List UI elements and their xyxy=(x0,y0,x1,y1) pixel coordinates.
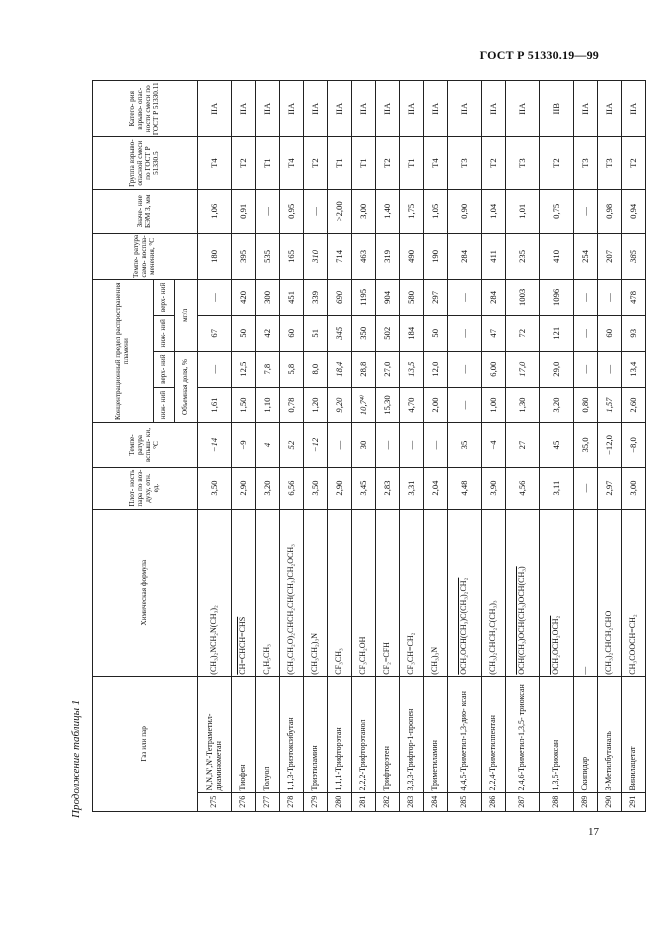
vapour-density: 2,04 xyxy=(424,467,448,509)
chemical-formula: CH₃COOCH=CH₂ xyxy=(622,509,646,676)
gas-name: 3,3,3-Трифтор-1-пропен xyxy=(400,676,424,792)
vapour-density: 3,50 xyxy=(304,467,328,509)
explosion-category: IIA xyxy=(400,81,424,137)
volume-upper-limit: 27,0 xyxy=(376,351,400,387)
gas-name: Винилацетат xyxy=(622,676,646,792)
table-row xyxy=(622,81,646,812)
temperature-group: T4 xyxy=(280,137,304,189)
flash-point: 35,0 xyxy=(574,423,598,467)
autoignition-temperature: 714 xyxy=(328,233,352,279)
mass-upper-limit: — xyxy=(198,279,232,315)
row-index: 279 xyxy=(304,792,328,811)
mesg-value: — xyxy=(574,189,598,233)
explosion-category: IIA xyxy=(280,81,304,137)
explosion-category: IIA xyxy=(352,81,376,137)
vapour-density: 2,90 xyxy=(232,467,256,509)
row-index: 282 xyxy=(376,792,400,811)
gas-name: 1,1,3-Триэтоксибутан xyxy=(280,676,304,792)
mass-lower-limit: 60 xyxy=(280,315,304,351)
col-header-mass-lower: ниж- ний xyxy=(154,315,175,351)
chemical-formula: OCH₂OCH(CH₃)C(CH₃)₂CH₂ xyxy=(448,509,482,676)
flash-point: 27 xyxy=(506,423,540,467)
autoignition-temperature: 395 xyxy=(232,233,256,279)
gas-name: 2,2,2-Трифторэтанол xyxy=(352,676,376,792)
row-index: 277 xyxy=(256,792,280,811)
volume-upper-limit: — xyxy=(574,351,598,387)
mass-upper-limit: 339 xyxy=(304,279,328,315)
mass-upper-limit: 478 xyxy=(622,279,646,315)
mass-upper-limit: 451 xyxy=(280,279,304,315)
mass-upper-limit: — xyxy=(574,279,598,315)
table-row xyxy=(574,81,598,812)
chemical-formula: (CH₃CH₂O)₂CHCH₂CH(CH₃)CH₂OCH₃ xyxy=(280,509,304,676)
flash-point: −14 xyxy=(198,423,232,467)
mesg-value: — xyxy=(304,189,328,233)
volume-upper-limit: 6,00 xyxy=(482,351,506,387)
mass-lower-limit: 50 xyxy=(424,315,448,351)
gas-properties-table xyxy=(92,80,646,812)
temperature-group: T4 xyxy=(198,137,232,189)
volume-lower-limit: 1,57 xyxy=(598,387,622,423)
volume-upper-limit: 8,0 xyxy=(304,351,328,387)
volume-lower-limit: 2,00 xyxy=(424,387,448,423)
vapour-density: 3,11 xyxy=(540,467,574,509)
flash-point: −4 xyxy=(482,423,506,467)
temperature-group: T2 xyxy=(304,137,328,189)
mesg-value: 1,04 xyxy=(482,189,506,233)
temperature-group: T4 xyxy=(424,137,448,189)
explosion-category: IIA xyxy=(482,81,506,137)
explosion-category: IIA xyxy=(198,81,232,137)
temperature-group: T2 xyxy=(540,137,574,189)
temperature-group: T3 xyxy=(598,137,622,189)
gas-name: 3-Метилбутаналь xyxy=(598,676,622,792)
mass-upper-limit: 300 xyxy=(256,279,280,315)
vapour-density: 6,56 xyxy=(280,467,304,509)
volume-upper-limit: 13,5 xyxy=(400,351,424,387)
vapour-density: 4,48 xyxy=(448,467,482,509)
volume-lower-limit: 1,10 xyxy=(256,387,280,423)
col-header-volume-unit: Объемная доля, % xyxy=(175,351,198,423)
table-row xyxy=(280,81,304,812)
table-row xyxy=(376,81,400,812)
row-index: 281 xyxy=(352,792,376,811)
explosion-category: IIA xyxy=(376,81,400,137)
chemical-formula: CF₃CH=CH₂ xyxy=(400,509,424,676)
temperature-group: T1 xyxy=(328,137,352,189)
vapour-density: 2,83 xyxy=(376,467,400,509)
row-index: 288 xyxy=(540,792,574,811)
mass-lower-limit: — xyxy=(574,315,598,351)
explosion-category: IIA xyxy=(598,81,622,137)
vapour-density: 3,20 xyxy=(256,467,280,509)
mass-lower-limit: 345 xyxy=(328,315,352,351)
page-number: 17 xyxy=(588,826,599,838)
mesg-value: 0,98 xyxy=(598,189,622,233)
autoignition-temperature: 165 xyxy=(280,233,304,279)
document-standard-header: ГОСТ Р 51330.19—99 xyxy=(479,48,599,62)
temperature-group: T2 xyxy=(376,137,400,189)
table-row xyxy=(328,81,352,812)
col-header-mass-unit: мг/л xyxy=(175,279,198,351)
volume-upper-limit: — xyxy=(598,351,622,387)
gas-name: 2,2,4-Триметилпентан xyxy=(482,676,506,792)
flash-point: −12,0 xyxy=(598,423,622,467)
explosion-category: IIA xyxy=(448,81,482,137)
temperature-group: T1 xyxy=(352,137,376,189)
flash-point: — xyxy=(400,423,424,467)
row-index: 290 xyxy=(598,792,622,811)
mass-lower-limit: 350 xyxy=(352,315,376,351)
mass-upper-limit: 1195 xyxy=(352,279,376,315)
mesg-value: — xyxy=(256,189,280,233)
mesg-value: 1,06 xyxy=(198,189,232,233)
volume-lower-limit: 15,30 xyxy=(376,387,400,423)
mesg-value: 0,94 xyxy=(622,189,646,233)
explosion-category: IIA xyxy=(232,81,256,137)
mesg-value: 0,90 xyxy=(448,189,482,233)
mass-upper-limit: — xyxy=(598,279,622,315)
autoignition-temperature: 207 xyxy=(598,233,622,279)
explosion-category: IIA xyxy=(424,81,448,137)
mass-upper-limit: 580 xyxy=(400,279,424,315)
mass-upper-limit: 420 xyxy=(232,279,256,315)
autoignition-temperature: 284 xyxy=(448,233,482,279)
autoignition-temperature: 535 xyxy=(256,233,280,279)
col-header-category: Катего- рия взрыво- опас- ности смеси по ГОСТ Р 51330.11 xyxy=(93,81,198,137)
volume-upper-limit: 13,4 xyxy=(622,351,646,387)
col-header-vol-upper: верх- ний xyxy=(154,351,175,387)
table-row xyxy=(448,81,482,812)
explosion-category: IIA xyxy=(304,81,328,137)
flash-point: 30 xyxy=(352,423,376,467)
mass-lower-limit: 42 xyxy=(256,315,280,351)
volume-upper-limit: 12,0 xyxy=(424,351,448,387)
explosion-category: IIA xyxy=(256,81,280,137)
flash-point: — xyxy=(376,423,400,467)
explosion-category: IIB xyxy=(540,81,574,137)
mesg-value: 0,75 xyxy=(540,189,574,233)
mass-upper-limit: 1096 xyxy=(540,279,574,315)
mass-lower-limit: 67 xyxy=(198,315,232,351)
mass-upper-limit: — xyxy=(448,279,482,315)
flash-point: 52 xyxy=(280,423,304,467)
mass-lower-limit: 93 xyxy=(622,315,646,351)
chemical-formula: (CH₃)₃N xyxy=(424,509,448,676)
mass-lower-limit: 60 xyxy=(598,315,622,351)
gas-name: Триметиламин xyxy=(424,676,448,792)
gas-name: Скипидар xyxy=(574,676,598,792)
col-header-limits: Концентрационный предел распространения пламени xyxy=(93,279,154,423)
volume-lower-limit: 4,70 xyxy=(400,387,424,423)
mass-upper-limit: 690 xyxy=(328,279,352,315)
table-row xyxy=(482,81,506,812)
col-header-autoignition: Темпе- ратура само- воспла- менения, °С xyxy=(93,233,198,279)
mass-lower-limit: 72 xyxy=(506,315,540,351)
gas-name: 1,1,1-Трифторэтан xyxy=(328,676,352,792)
mass-upper-limit: 904 xyxy=(376,279,400,315)
gas-name: Тиофен xyxy=(232,676,256,792)
mass-lower-limit: 502 xyxy=(376,315,400,351)
volume-lower-limit: 9,20 xyxy=(328,387,352,423)
volume-lower-limit: 0,80 xyxy=(574,387,598,423)
vapour-density: 4,56 xyxy=(506,467,540,509)
vapour-density: 3,00 xyxy=(622,467,646,509)
chemical-formula: (CH₃)₂CHCH₂CHO xyxy=(598,509,622,676)
row-index: 276 xyxy=(232,792,256,811)
volume-upper-limit: 17,0 xyxy=(506,351,540,387)
volume-lower-limit: — xyxy=(448,387,482,423)
mass-upper-limit: 1003 xyxy=(506,279,540,315)
flash-point: — xyxy=(328,423,352,467)
col-header-temperature-group: Группа взрыво- опасной смеси по ГОСТ Р 51330.5 xyxy=(93,137,198,189)
chemical-formula: CF₂=CFH xyxy=(376,509,400,676)
row-index: 278 xyxy=(280,792,304,811)
temperature-group: T2 xyxy=(482,137,506,189)
flash-point: 45 xyxy=(540,423,574,467)
gas-name: N,N,N',N'-Тетраметил- диаминометан xyxy=(198,676,232,792)
vapour-density: 2,97 xyxy=(598,467,622,509)
col-header-formula: Химическая формула xyxy=(93,509,198,676)
table-row xyxy=(232,81,256,812)
explosion-category: IIA xyxy=(622,81,646,137)
gas-name: Толуол xyxy=(256,676,280,792)
col-header-gas: Газ или пар xyxy=(93,676,198,811)
flash-point: −8,0 xyxy=(622,423,646,467)
vapour-density: 3,45 xyxy=(352,467,376,509)
row-index: 280 xyxy=(328,792,352,811)
flash-point: 4 xyxy=(256,423,280,467)
volume-upper-limit: 7,8 xyxy=(256,351,280,387)
mesg-value: 3,00 xyxy=(352,189,376,233)
volume-upper-limit: 5,8 xyxy=(280,351,304,387)
temperature-group: T3 xyxy=(506,137,540,189)
vapour-density: 3,31 xyxy=(400,467,424,509)
table-row xyxy=(540,81,574,812)
volume-lower-limit: 1,61 xyxy=(198,387,232,423)
autoignition-temperature: 410 xyxy=(540,233,574,279)
col-header-vol-lower: ниж- ний xyxy=(154,387,175,423)
row-index: 291 xyxy=(622,792,646,811)
temperature-group: T3 xyxy=(448,137,482,189)
chemical-formula: CH=CHCH=CHS xyxy=(232,509,256,676)
flash-point: — xyxy=(424,423,448,467)
table-continuation-caption: Продолжение таблицы 1 xyxy=(70,699,82,818)
mass-lower-limit: 47 xyxy=(482,315,506,351)
row-index: 286 xyxy=(482,792,506,811)
autoignition-temperature: 319 xyxy=(376,233,400,279)
temperature-group: T2 xyxy=(622,137,646,189)
chemical-formula: (CH₃)₂CHCH₂C(CH₃)₃ xyxy=(482,509,506,676)
explosion-category: IIA xyxy=(574,81,598,137)
volume-lower-limit: 2,60 xyxy=(622,387,646,423)
temperature-group: T1 xyxy=(256,137,280,189)
autoignition-temperature: 180 xyxy=(198,233,232,279)
mesg-value: 1,05 xyxy=(424,189,448,233)
mesg-value: >2,00 xyxy=(328,189,352,233)
chemical-formula: OCH(CH₃)OCH(CH₃)OCH(CH₃) xyxy=(506,509,540,676)
chemical-formula: OCH₂OCH₂OCH₂ xyxy=(540,509,574,676)
autoignition-temperature: 310 xyxy=(304,233,328,279)
gas-name: 1,3,5-Триоксан xyxy=(540,676,574,792)
col-header-flash: Темпе- ратура вспыш- ки, °С xyxy=(93,423,198,467)
table-row xyxy=(506,81,540,812)
gas-name: 2,4,6-Триметил-1,3,5- триоксан xyxy=(506,676,540,792)
chemical-formula: CF₃CH₂OH xyxy=(352,509,376,676)
autoignition-temperature: 385 xyxy=(622,233,646,279)
flash-point: −9 xyxy=(232,423,256,467)
mesg-value: 1,75 xyxy=(400,189,424,233)
table-row xyxy=(256,81,280,812)
mesg-value: 1,01 xyxy=(506,189,540,233)
vapour-density: — xyxy=(574,467,598,509)
volume-upper-limit: 29,0 xyxy=(540,351,574,387)
autoignition-temperature: 190 xyxy=(424,233,448,279)
volume-upper-limit: — xyxy=(448,351,482,387)
row-index: 287 xyxy=(506,792,540,811)
gas-name: Трифторэтен xyxy=(376,676,400,792)
chemical-formula: (CH₃CH₂)₃N xyxy=(304,509,328,676)
temperature-group: T2 xyxy=(232,137,256,189)
autoignition-temperature: 490 xyxy=(400,233,424,279)
row-index: 283 xyxy=(400,792,424,811)
flash-point: −12 xyxy=(304,423,328,467)
gas-name: Триэтиламин xyxy=(304,676,328,792)
mass-lower-limit: 50 xyxy=(232,315,256,351)
mass-lower-limit: — xyxy=(448,315,482,351)
table-row xyxy=(352,81,376,812)
chemical-formula: C₆H₅CH₃ xyxy=(256,509,280,676)
col-header-mesg: Значе- ние БЭМ З, мм xyxy=(93,189,198,233)
autoignition-temperature: 235 xyxy=(506,233,540,279)
gas-name: 4,4,5-Триметил-1,3-дио- ксан xyxy=(448,676,482,792)
autoignition-temperature: 254 xyxy=(574,233,598,279)
row-index: 285 xyxy=(448,792,482,811)
volume-lower-limit: 1,50 xyxy=(232,387,256,423)
table-body xyxy=(198,81,646,812)
table-row xyxy=(400,81,424,812)
table-row xyxy=(198,81,232,812)
row-index: 275 xyxy=(198,792,232,811)
explosion-category: IIA xyxy=(506,81,540,137)
volume-upper-limit: 18,4 xyxy=(328,351,352,387)
volume-lower-limit: 10,7⁴⁾ xyxy=(352,387,376,423)
autoignition-temperature: 411 xyxy=(482,233,506,279)
volume-lower-limit: 3,20 xyxy=(540,387,574,423)
mass-lower-limit: 184 xyxy=(400,315,424,351)
flash-point: 35 xyxy=(448,423,482,467)
vapour-density: 3,50 xyxy=(198,467,232,509)
col-header-mass-upper: верх- ний xyxy=(154,279,175,315)
mesg-value: 0,95 xyxy=(280,189,304,233)
volume-lower-limit: 1,00 xyxy=(482,387,506,423)
chemical-formula: — xyxy=(574,509,598,676)
table-row xyxy=(424,81,448,812)
vapour-density: 2,90 xyxy=(328,467,352,509)
mesg-value: 1,40 xyxy=(376,189,400,233)
row-index: 289 xyxy=(574,792,598,811)
volume-upper-limit: 28,8 xyxy=(352,351,376,387)
mass-upper-limit: 297 xyxy=(424,279,448,315)
temperature-group: T1 xyxy=(400,137,424,189)
explosion-category: IIA xyxy=(328,81,352,137)
temperature-group: T3 xyxy=(574,137,598,189)
volume-lower-limit: 1,30 xyxy=(506,387,540,423)
vapour-density: 3,90 xyxy=(482,467,506,509)
volume-lower-limit: 0,78 xyxy=(280,387,304,423)
table-row xyxy=(304,81,328,812)
volume-upper-limit: — xyxy=(198,351,232,387)
table-row xyxy=(598,81,622,812)
volume-upper-limit: 12,5 xyxy=(232,351,256,387)
col-header-density: Плот- ность пара по воз- духу, отн. ед. xyxy=(93,467,198,509)
mass-upper-limit: 284 xyxy=(482,279,506,315)
row-index: 284 xyxy=(424,792,448,811)
rotated-table-wrapper xyxy=(92,80,638,812)
mass-lower-limit: 51 xyxy=(304,315,328,351)
chemical-formula: (CH₃)₂NCH₂N(CH₃)₂ xyxy=(198,509,232,676)
volume-lower-limit: 1,20 xyxy=(304,387,328,423)
mesg-value: 0,91 xyxy=(232,189,256,233)
autoignition-temperature: 463 xyxy=(352,233,376,279)
chemical-formula: CF₃CH₃ xyxy=(328,509,352,676)
mass-lower-limit: 121 xyxy=(540,315,574,351)
